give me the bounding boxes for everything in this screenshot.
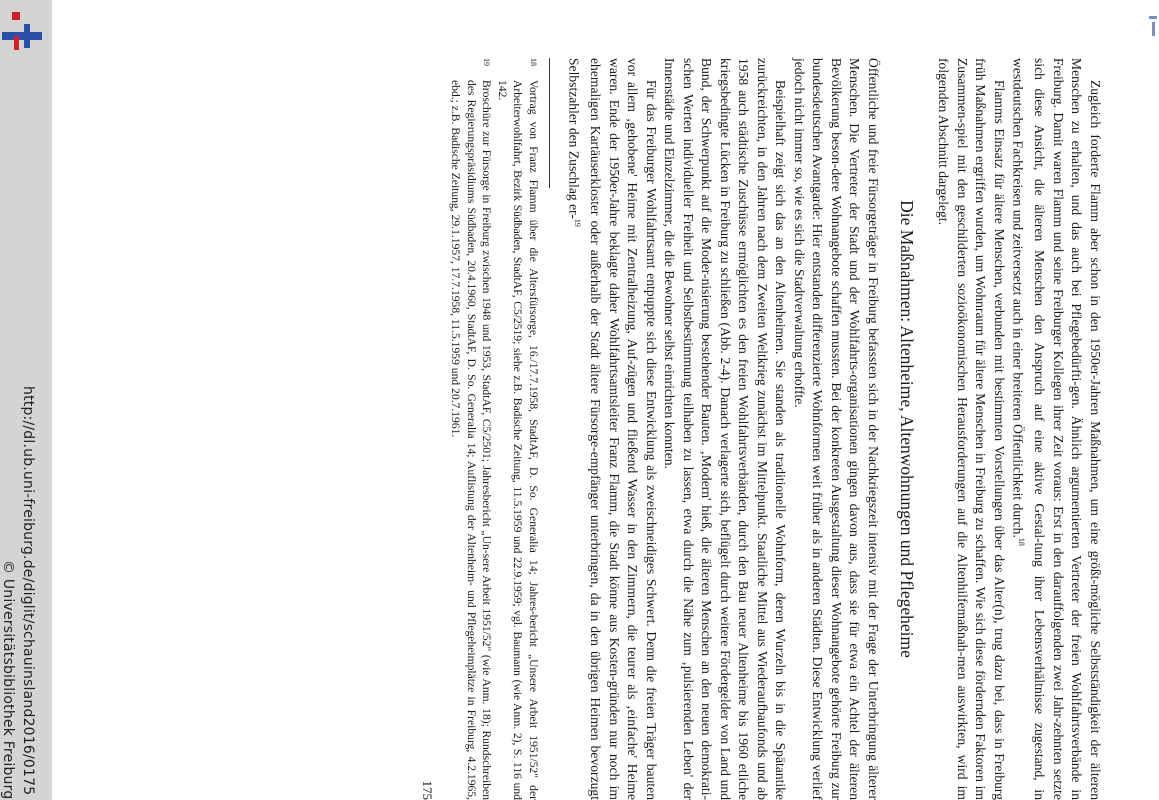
- paragraph: Zugleich forderte Flamm aber schon in den 1950er-Jahren Maßnahmen, um eine größt-mögliche Selbstständigkeit der älteren Menschen zu erhalten, und das auch bei Pflegebedürfti-gen. Ähnlich argumentierten Vertreter der freien Wohlfahrtsverbände in Freiburg. Damit waren Flamm und seine Freiburger Kollegen ihrer Zeit voraus: Erst in den darauffolgenden zwei Jahr-zehnten setzte sich diese Ansicht, die älteren Menschen den Anspruch auf eine aktive Gestal-tung ihrer Lebensverhältnisse zugestand, in westdeutschen Fachkreisen und zeitversetzt auch in einer breiteren Öffentlichkeit durch.$^{18}$: [1010, 58, 1103, 800]
- document-page: [52, 0, 1159, 800]
- logo-blue-stem: [24, 24, 30, 48]
- footnote-ref: 18: [1017, 537, 1026, 546]
- viewer-sidebar: [0, 0, 52, 800]
- logo-red-square: [12, 12, 20, 20]
- paragraph: Für das Freiburger Wohlfahrtsamt entpuppte sich diese Entwicklung als zweischneidiges Schwert. Denn die freien Träger bauten vor allem ‚gehobene' Heime mit Zentralheizung, Auf-zügen und fließend Wasser in den Zimmern, die teurer als ‚einfache' Heime waren. Ende der 1950er-Jahre beklagte daher Wohlfahrtsamtsleiter Franz Flamm, die Stadt könne aus Kosten-gründen nur noch im ehemaligen Kartäuserkloster oder außerhalb der Stadt ältere Fürsorge-empfänger unterbringen, da in den übrigen Heimen bevorzugt Selbstzahler den Zuschlag er-$^{19}$: [566, 58, 659, 800]
- footnote: 18 Vortrag von Franz Flamm über die Altersfürsorge, 16./17.7.1958, StadtAF, D. So. Generalia 14; Jahres-bericht „Unsere Arbeit 1951/52" der Arbeiterwohlfahrt, Bezirk Südbaden, StadtAF, C5/2519; siehe z.B. Badische Zeitung, 11.5.1959 und 22.9.1959; vgl. Baumann (wie Anm. 2), S. 116 und 142.: [495, 58, 540, 800]
- footnote-rule: [549, 58, 550, 188]
- paragraph: Öffentliche und freie Fürsorgeträger in Freiburg befassten sich in der Nachkriegszeit intensiv mit der Frage der Unterbringung älterer Menschen. Die Vertreter der Stadt und der Wohlfahrts-organisationen gingen davon aus, dass sie für etwa ein Achtel der älteren Bevölkerung beson-dere Wohnangebote schaffen mussten. Bei der konkreten Ausgestaltung dieser Wohnangebote gehörte Freiburg zur bundesdeutschen Avantgarde: Hier entstanden differenzierte Wohnformen weit früher als in anderen Städten. Diese Entwicklung verlief jedoch nicht immer so, wie es sich die Stadtverwaltung erhoffte.: [791, 58, 881, 800]
- library-logo: [2, 8, 42, 52]
- footnote-ref: 19: [572, 218, 582, 227]
- logo-blue-bar: [2, 32, 42, 40]
- page-edge-marker: [1147, 12, 1159, 40]
- stamp-url: http://dl.ub.uni-freiburg.de/diglit/schauinsland2016/0175: [20, 386, 36, 796]
- stamp-copyright: © Universitätsbibliothek Freiburg: [0, 560, 16, 800]
- logo-red-stem: [14, 36, 19, 50]
- section-heading: Die Maßnahmen: Altenheime, Altenwohnungen und Pflegeheime: [896, 200, 917, 658]
- paragraph: Beispielhaft zeigt sich das an den Altenheimen. Sie standen als traditionelle Wohnform, deren Wurzeln bis in die Spätantike zurückreichten, in den Jahren nach dem Zweiten Weltkrieg zunächst im Mittelpunkt. Staatliche Mittel aus Wiederaufbaufonds und ab 1958 auch städtische Zuschüsse ermöglichten es den freien Wohlfahrtsverbänden, durch den Bau neuer Altenheime bis 1960 etliche kriegsbedingte Lücken in Freiburg zu schließen (Abb. 2-4). Danach verlagerte sich, beflügelt durch weitere Fördergelder von Land und Bund, der Schwerpunkt auf die Moder-nisierung bestehender Bauten. ‚Modern' hieß, die älteren Menschen an den neuen demokrati-schen Werten individueller Freiheit und Selbstbestimmung teilhaben zu lassen, etwa durch die Nähe zum ‚pulsierenden Leben' der Innenstädte und Einzelzimmer, die die Bewohner selbst einrichten konnten.: [662, 58, 789, 800]
- page-number: 175: [420, 780, 436, 800]
- footnote-number: 18: [528, 58, 538, 66]
- paragraph: Flamms Einsatz für ältere Menschen, verbunden mit bestimmten Vorstellungen über das Alter(n), trug dazu bei, dass in Freiburg früh Maßnahmen ergriffen wurden, um Wohnraum für ältere Menschen in Freiburg zu schaffen. Wie sich diese fördernden Faktoren im Zusammen-spiel mit den geschilderten sozioökonomischen Herausforderungen auf die Altenhilfemaßnah-men auswirkten, wird im folgenden Abschnitt dargelegt.: [936, 58, 1007, 800]
- footnote: 19 Broschüre zur Fürsorge in Freiburg zwischen 1948 und 1953, StadtAF, C5/2501; Jahresbericht „Un-sere Arbeit 1951/52" (wie Anm. 18); Rundschreiben des Regierungspräsidiums Südbaden, 20.4.1960, StadtAF, D. So. Generalia 14; Auflistung der Altenheim- und Pflegeheimplätze in Freiburg, 4.2.1965, ebd.; z.B. Badische Zeitung, 29.1.1957, 17.7.1958, 11.5.1959 und 20.7.1961.: [448, 58, 494, 800]
- rotated-page-content: [104, 58, 1104, 800]
- footnote-number: 19: [482, 58, 492, 66]
